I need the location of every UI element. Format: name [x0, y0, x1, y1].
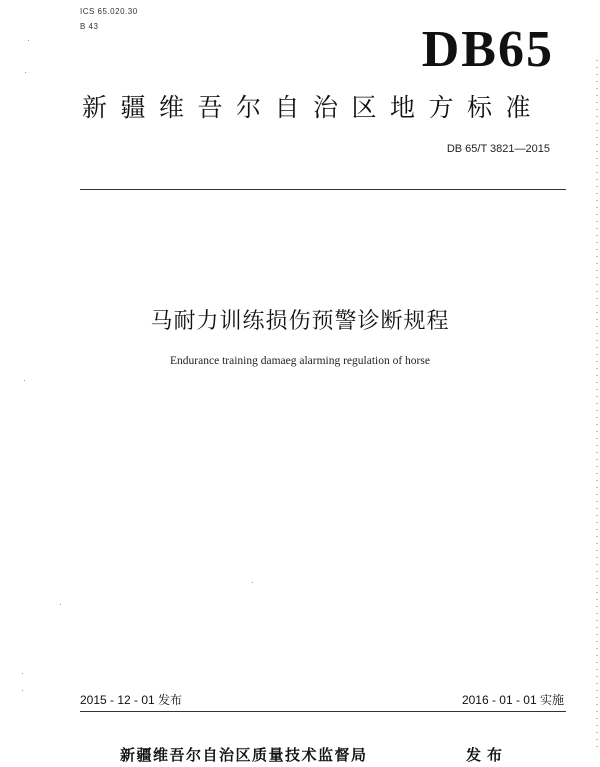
- scan-speck: [22, 690, 23, 691]
- scan-speck: [60, 604, 61, 605]
- scan-speck: [22, 673, 23, 674]
- bottom-divider: [80, 711, 566, 712]
- issue-label: 发布: [466, 746, 509, 764]
- ccs-code: B 43: [80, 22, 99, 31]
- top-divider: [80, 189, 566, 190]
- db-code-logo: DB65: [421, 21, 554, 78]
- scan-speck: [24, 380, 25, 381]
- scan-speck: [25, 72, 26, 73]
- standard-authority-title: 新疆维吾尔自治区地方标准: [82, 93, 545, 122]
- document-title-chinese: 马耐力训练损伤预警诊断规程: [150, 309, 450, 334]
- document-title-english: Endurance training damaeg alarming regulation of horse: [170, 355, 430, 367]
- implement-date: 2016 - 01 - 01 实施: [461, 693, 564, 707]
- scan-speck: [28, 40, 29, 41]
- scan-edge-noise: [596, 60, 598, 750]
- ics-code: ICS 65.020.30: [80, 7, 138, 16]
- issuing-authority: 新疆维吾尔自治区质量技术监督局: [120, 746, 368, 764]
- scan-speck: [252, 582, 253, 583]
- standard-number: DB 65/T 3821—2015: [446, 143, 550, 155]
- publish-date: 2015 - 12 - 01 发布: [80, 693, 183, 707]
